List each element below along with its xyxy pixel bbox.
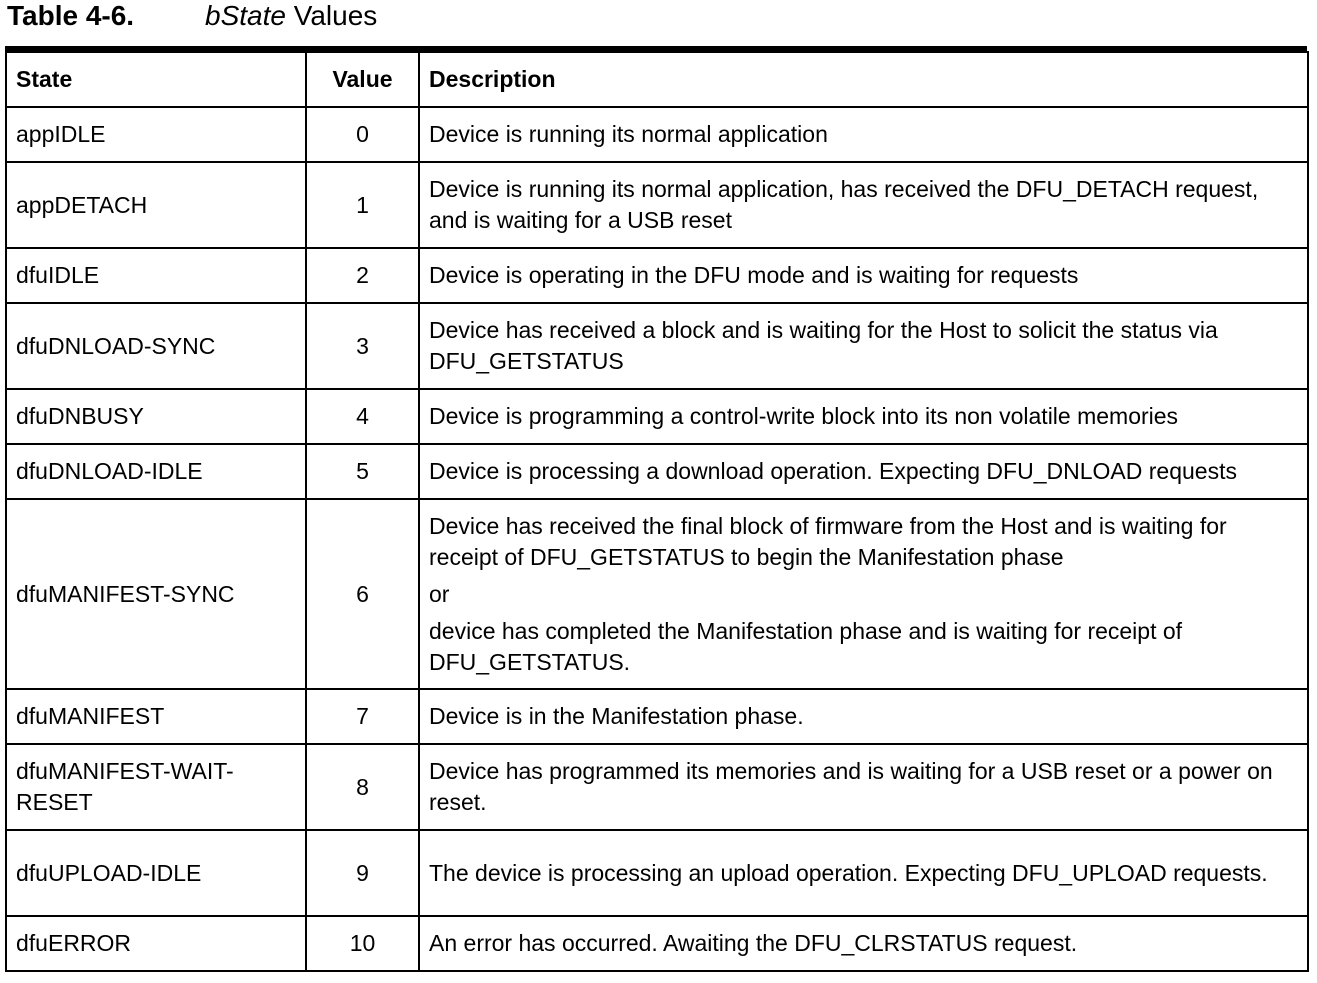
description-cell (419, 689, 1308, 744)
bstate-table (5, 51, 1309, 972)
value-cell: 4 (306, 389, 419, 444)
state-cell: appIDLE (6, 107, 306, 162)
description-cell (419, 248, 1308, 303)
description-cell (419, 162, 1308, 248)
table-row (6, 303, 1308, 389)
value-cell: 6 (306, 499, 419, 689)
value-cell: 5 (306, 444, 419, 499)
table-row (6, 744, 1308, 830)
description-text: Device has received the final block of firmware from the Host and is waiting for receipt of DFU_GETSTATUS to begin the Manifestation phase (429, 512, 1227, 570)
value-cell: 2 (306, 248, 419, 303)
table-number: Table 4-6. (7, 0, 135, 31)
table-row (6, 162, 1308, 248)
description-text: Device is programming a control-write block into its non volatile memories (429, 403, 1179, 429)
header-state: State (6, 52, 306, 107)
table-title-rest: Values (285, 0, 378, 31)
table-row (6, 916, 1308, 971)
description-text: Device is processing a download operation. Expecting DFU_DNLOAD requests (429, 458, 1237, 484)
table-caption (7, 0, 377, 34)
table-row (6, 389, 1308, 444)
state-cell: appDETACH (6, 162, 306, 248)
description-text: Device has programmed its memories and is waiting for a USB reset or a power on reset. (429, 758, 1273, 815)
description-cell (419, 744, 1308, 830)
table-row (6, 499, 1308, 689)
value-cell: 7 (306, 689, 419, 744)
state-cell: dfuMANIFEST (6, 689, 306, 744)
description-cell (419, 830, 1308, 916)
description-cell (419, 499, 1308, 689)
description-cell (419, 303, 1308, 389)
value-cell: 1 (306, 162, 419, 248)
description-cell (419, 107, 1308, 162)
table-row (6, 248, 1308, 303)
table-row (6, 830, 1308, 916)
header-row (6, 52, 1308, 107)
table-row (6, 689, 1308, 744)
description-text: device has completed the Manifestation phase and is waiting for receipt of DFU_GETSTATUS. (429, 617, 1183, 675)
state-cell: dfuDNLOAD-IDLE (6, 444, 306, 499)
description-text: The device is processing an upload operation. Expecting DFU_UPLOAD requests. (429, 859, 1268, 886)
header-value: Value (306, 52, 419, 107)
state-cell: dfuUPLOAD-IDLE (6, 830, 306, 916)
state-cell: dfuIDLE (6, 248, 306, 303)
value-cell: 8 (306, 744, 419, 830)
description-cell (419, 916, 1308, 971)
table-row (6, 107, 1308, 162)
description-text: Device is operating in the DFU mode and is waiting for requests (429, 262, 1079, 288)
state-cell: dfuMANIFEST-WAIT-RESET (6, 744, 306, 830)
description-text: Device is in the Manifestation phase. (429, 703, 804, 729)
description-cell (419, 389, 1308, 444)
header-description: Description (419, 52, 1308, 107)
table-title-italic: bState (205, 0, 286, 31)
state-cell: dfuDNLOAD-SYNC (6, 303, 306, 389)
value-cell: 9 (306, 830, 419, 916)
state-cell: dfuDNBUSY (6, 389, 306, 444)
description-text: An error has occurred. Awaiting the DFU_CLRSTATUS request. (429, 930, 1078, 956)
description-text: Device is running its normal application, has received the DFU_DETACH request, and is waiting for a USB reset (429, 176, 1259, 233)
state-cell: dfuERROR (6, 916, 306, 971)
state-cell: dfuMANIFEST-SYNC (6, 499, 306, 689)
description-text: Device is running its normal application (429, 121, 828, 147)
value-cell: 3 (306, 303, 419, 389)
description-cell (419, 444, 1308, 499)
description-text: Device has received a block and is waiting for the Host to solicit the status via DFU_GETSTATUS (429, 317, 1218, 374)
table-row (6, 444, 1308, 499)
value-cell: 0 (306, 107, 419, 162)
value-cell: 10 (306, 916, 419, 971)
description-text: or (429, 580, 450, 607)
